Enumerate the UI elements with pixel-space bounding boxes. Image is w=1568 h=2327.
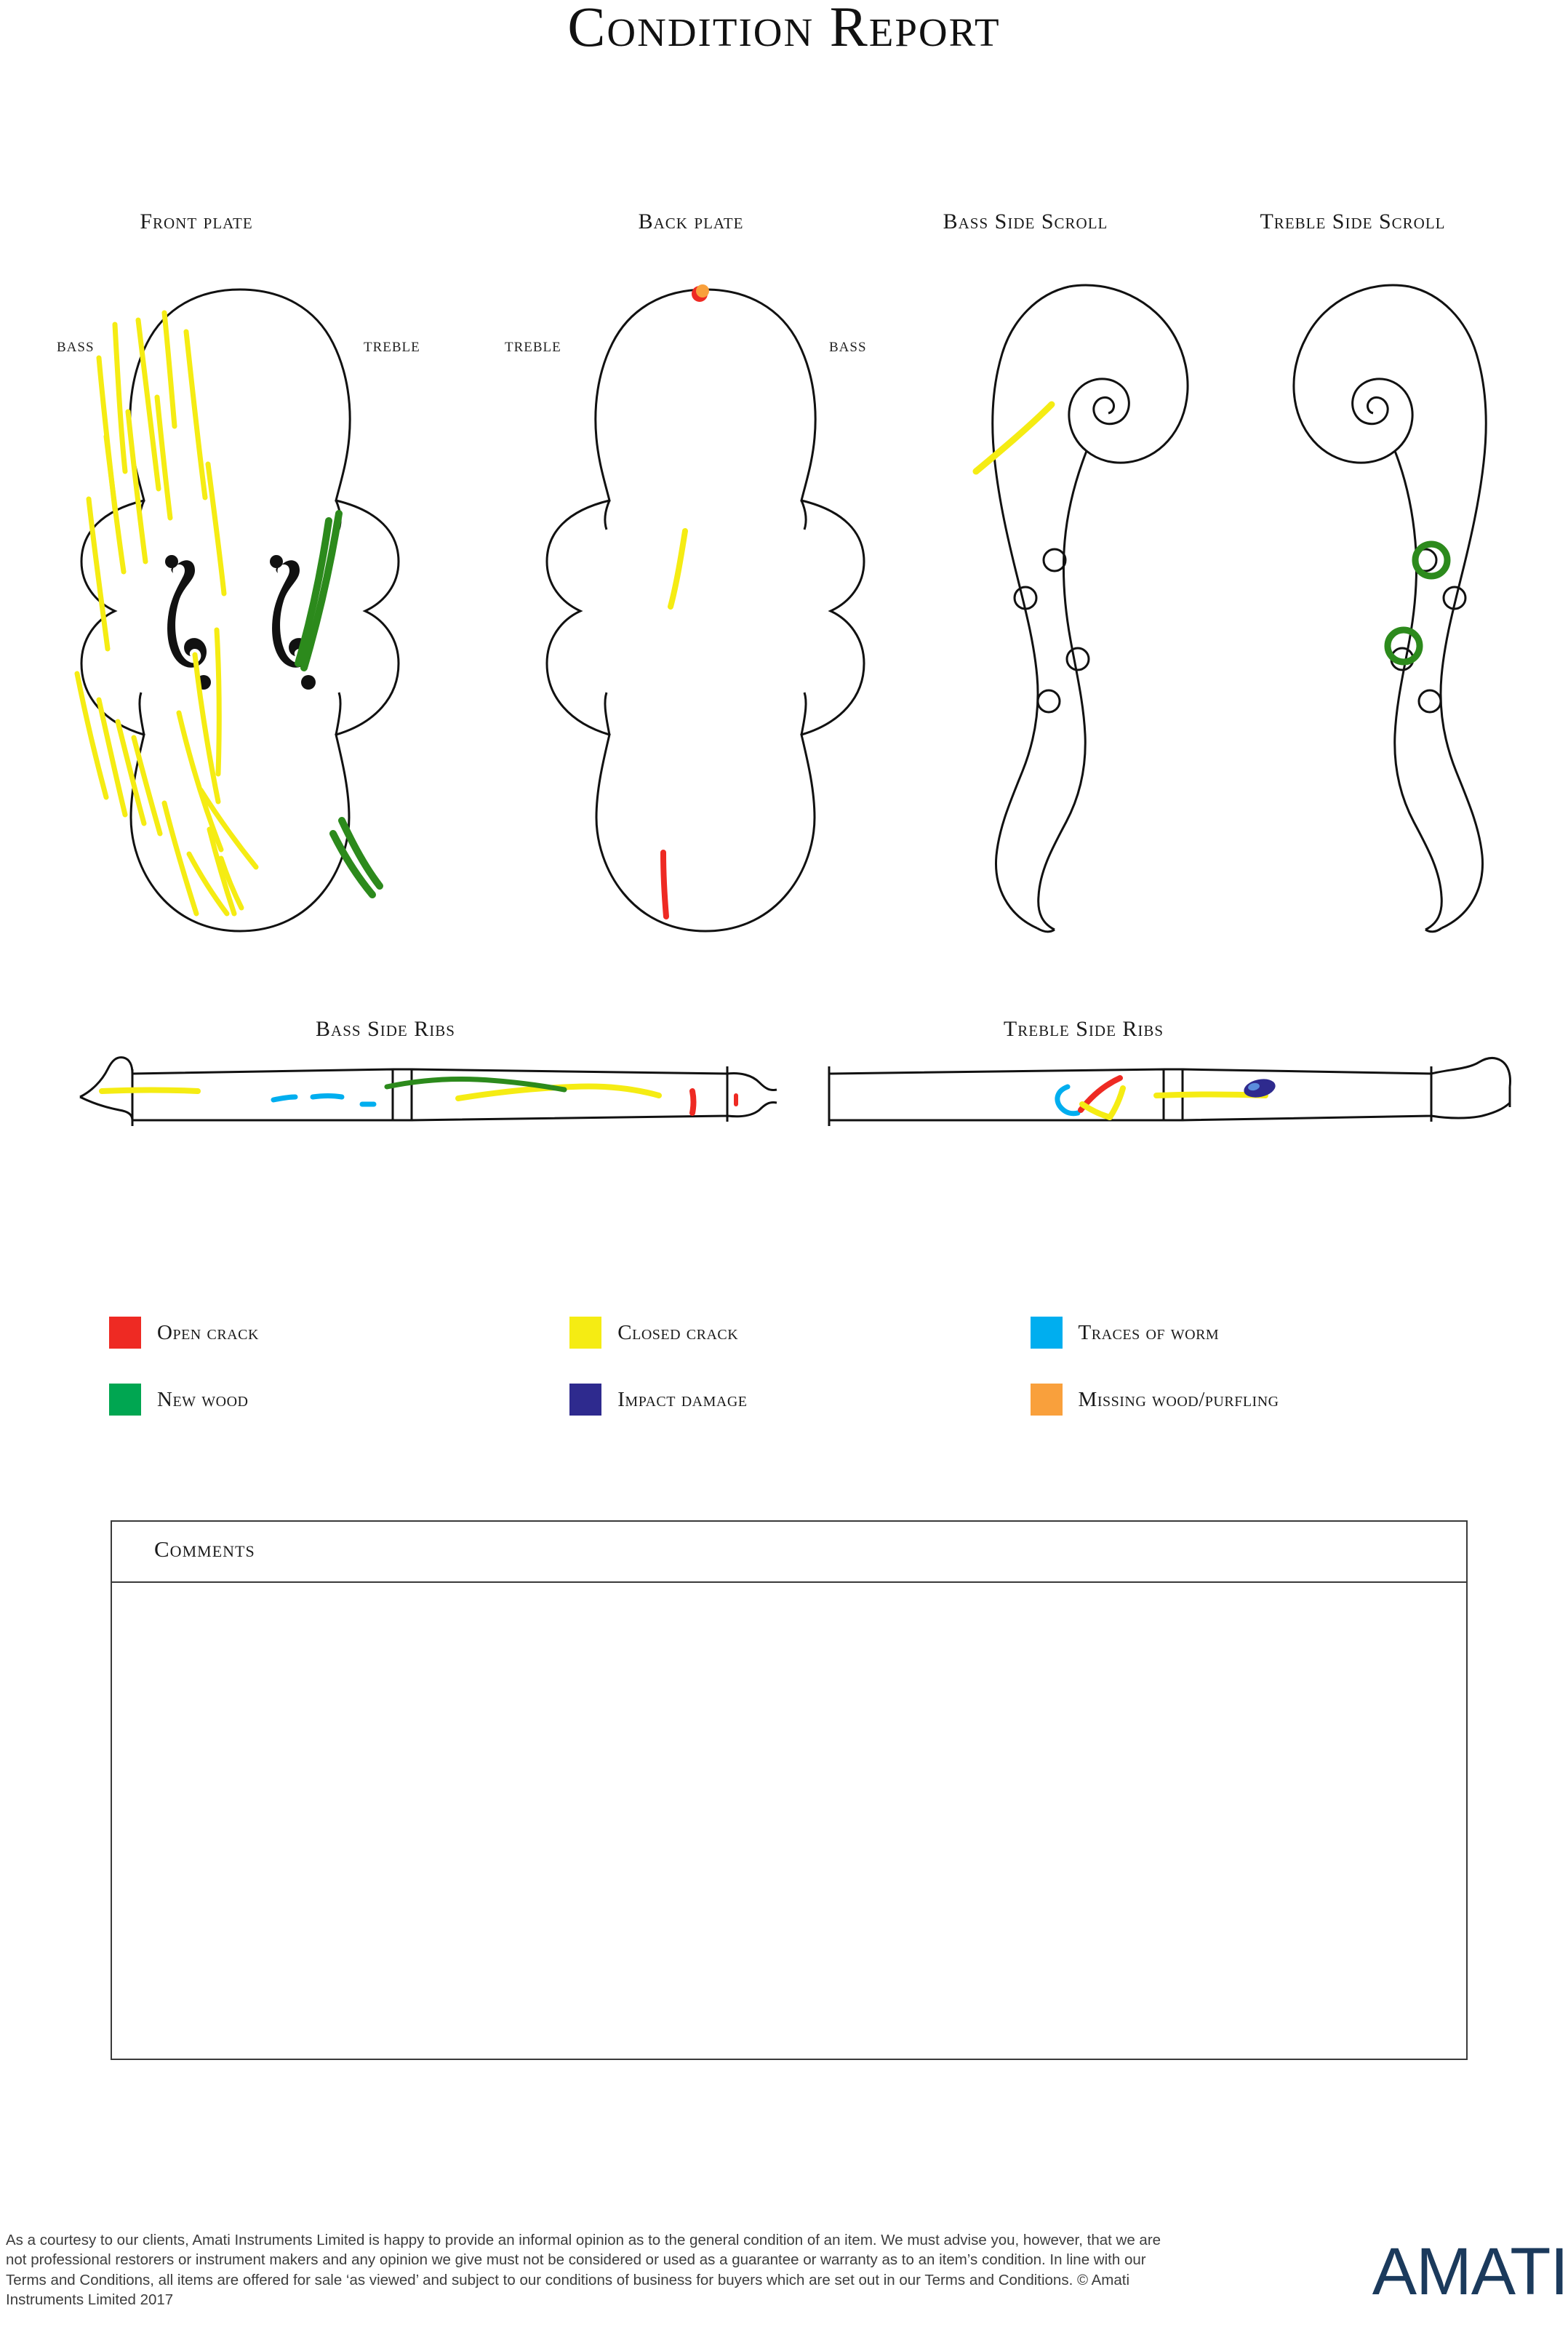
legend-item-open-crack — [109, 1317, 569, 1349]
legend-label-open-crack: Open crack — [157, 1320, 259, 1344]
page-title: Condition Report — [567, 0, 1001, 58]
back-plate-bass-label: BASS — [829, 340, 867, 355]
legend-swatch-traces-of-worm — [1031, 1317, 1063, 1349]
legend-label-traces-of-worm: Traces of worm — [1078, 1320, 1220, 1344]
legend-row-1 — [109, 1317, 1491, 1349]
front-plate-bass-label: BASS — [57, 340, 95, 355]
legend-item-missing-wood — [1031, 1384, 1491, 1416]
comments-input[interactable] — [112, 1583, 1466, 2059]
legend-item-traces-of-worm — [1031, 1317, 1491, 1349]
treble-side-scroll-diagram — [1280, 269, 1527, 946]
back-plate-treble-label: TREBLE — [505, 340, 561, 355]
comments-box — [111, 1520, 1468, 2060]
caption-bass-side-scroll: Bass Side Scroll — [943, 209, 1108, 234]
caption-treble-side-ribs: Treble Side Ribs — [1003, 1017, 1164, 1041]
legend-label-closed-crack: Closed crack — [617, 1320, 739, 1344]
legend-item-closed-crack — [569, 1317, 1030, 1349]
back-plate-diagram — [502, 276, 909, 946]
front-plate-treble-label: TREBLE — [364, 340, 420, 355]
legend-swatch-closed-crack — [569, 1317, 601, 1349]
caption-bass-side-ribs: Bass Side Ribs — [316, 1017, 455, 1041]
comments-header: Comments — [112, 1522, 1466, 1583]
legend-label-impact-damage: Impact damage — [617, 1387, 748, 1411]
bass-side-scroll-diagram — [967, 269, 1215, 946]
caption-front-plate: Front plate — [140, 209, 253, 234]
caption-treble-side-scroll: Treble Side Scroll — [1260, 209, 1446, 234]
legend — [109, 1317, 1491, 1450]
brand-logo: AMATI — [1372, 2235, 1568, 2309]
legend-item-impact-damage — [569, 1384, 1030, 1416]
treble-side-ribs-diagram — [815, 1040, 1527, 1142]
bass-side-ribs-diagram — [73, 1040, 785, 1142]
front-plate-diagram — [36, 276, 444, 946]
legend-label-missing-wood: Missing wood/purfling — [1078, 1387, 1279, 1411]
caption-back-plate: Back plate — [638, 209, 744, 234]
legend-row-2 — [109, 1384, 1491, 1416]
legend-swatch-missing-wood — [1031, 1384, 1063, 1416]
legend-swatch-impact-damage — [569, 1384, 601, 1416]
legend-swatch-new-wood — [109, 1384, 141, 1416]
legend-swatch-open-crack — [109, 1317, 141, 1349]
legend-label-new-wood: New wood — [157, 1387, 249, 1411]
footer-disclaimer: As a courtesy to our clients, Amati Instruments Limited is happy to provide an informal opinion as to the general condition of an item. We must advise you, however, that we are not professional restorers or instrument makers and any opinion we give must not be considered or used as a guarantee or warranty as to an item’s condition. In line with our Terms and Conditions, all items are offered for sale ‘as viewed’ and subject to our conditions of business for buyers which are set out in our Terms and Conditions. © Amati Instruments Limited 2017 — [6, 2232, 1161, 2308]
legend-item-new-wood — [109, 1384, 569, 1416]
